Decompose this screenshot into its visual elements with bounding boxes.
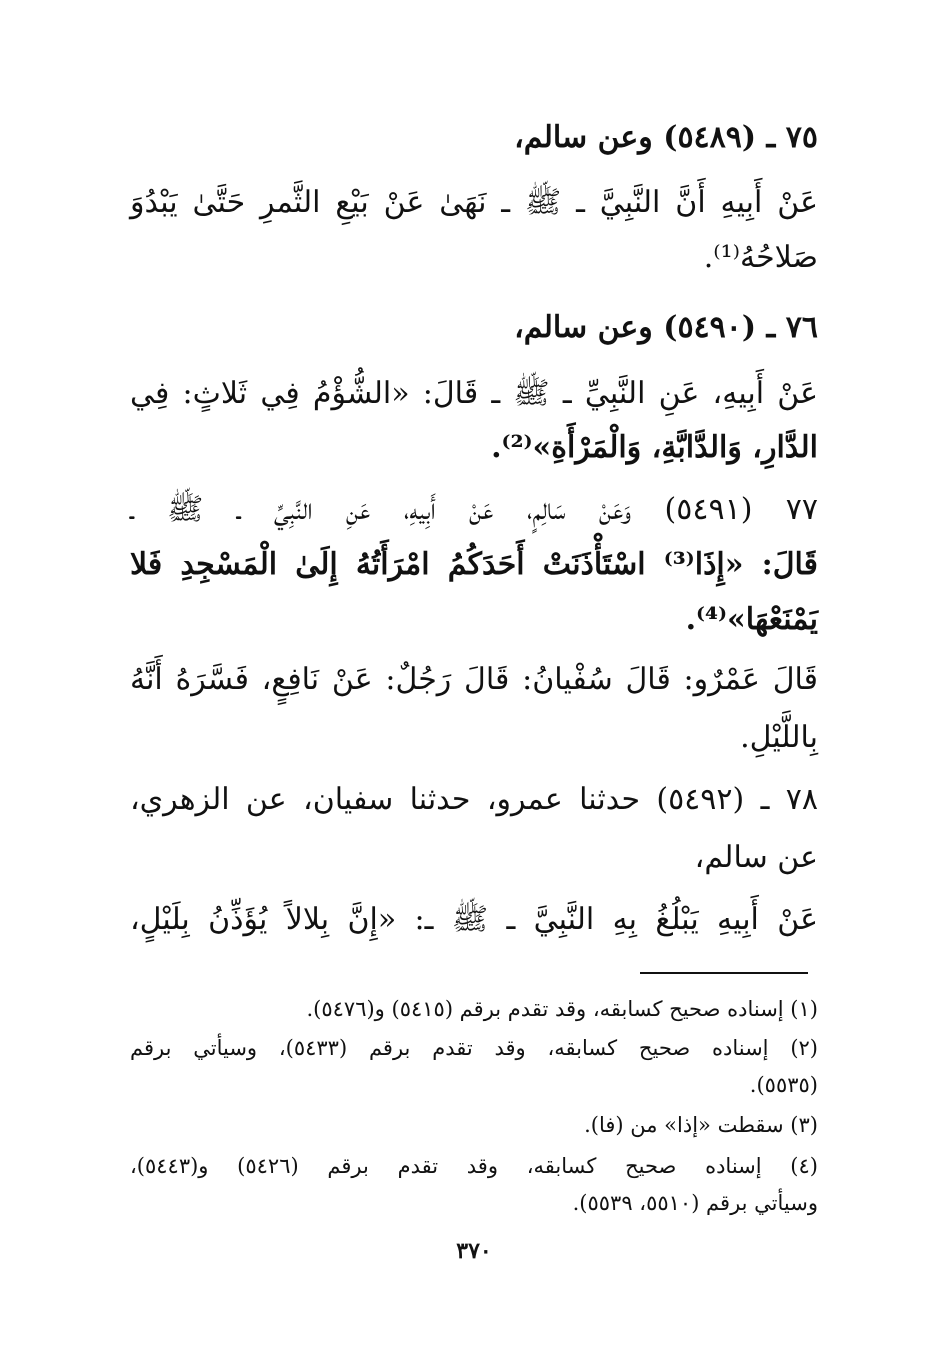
- hadith-75-text: عَنْ أَبِيهِ أَنَّ النَّبِيَّ ـ ﷺ ـ نَهَىٰ عَنْ بَيْعِ الثَّمرِ حَتَّىٰ يَبْدُوَ: [130, 185, 818, 220]
- hadith-75-header: ٧٥ ـ (٥٤٨٩) وعن سالم،: [514, 120, 818, 155]
- footnote-4: (٤) إسناده صحيح كسابقه، وقد تقدم برقم (٥٤٢٦) و(٥٤٤٣)،: [130, 1154, 818, 1178]
- commentary-text-end: بِاللَّيْلِ.: [740, 720, 818, 755]
- hadith-78-header: ٧٨ ـ (٥٤٩٢) حدثنا عمرو، حدثنا سفيان، عن الزهري،: [130, 782, 818, 817]
- footnote-2: (٢) إسناده صحيح كسابقه، وقد تقدم برقم (٥٤٣٣)، وسيأتي برقم: [130, 1036, 818, 1060]
- hadith-78-text: عَنْ أَبِيهِ يَبْلُغُ بِهِ النَّبِيَّ ـ ﷺ ـ: «إِنَّ بِلالاً يُؤَذِّنُ بِلَيْلٍ،: [130, 902, 818, 937]
- hadith-77-header: ٧٧ (٥٤٩١) وَعَنْ سَالِمٍ، عَنْ أَبِيهِ، عَنِ النَّبِيِّ ـ ﷺ ـ: [130, 492, 818, 527]
- hadith-78-narrator: عن سالم،: [694, 840, 818, 875]
- commentary-text: قَالَ عَمْرٌو: قَالَ سُفْيانُ: قَالَ رَجُلٌ: عَنْ نَافِعٍ، فَسَّرَهُ أَنَّهُ: [130, 662, 818, 697]
- hadith-77-text-end: يَمْنَعْهَا»⁽⁴⁾.: [685, 602, 818, 637]
- footnote-4-continued: وسيأتي برقم (٥٥١٠، ٥٥٣٩).: [572, 1191, 818, 1215]
- page-number: ٣٧٠: [456, 1238, 492, 1264]
- footnote-1: (١) إسناده صحيح كسابقه، وقد تقدم برقم (٥٤١٥) و(٥٤٧٦).: [306, 997, 818, 1021]
- footnote-2-continued: (٥٥٣٥).: [749, 1073, 818, 1097]
- hadith-75-text-end: صَلاحُهُ⁽¹⁾.: [703, 240, 818, 275]
- hadith-76-header: ٧٦ ـ (٥٤٩٠) وعن سالم،: [514, 310, 818, 345]
- hadith-76-text-end: الدَّارِ، وَالدَّابَّةِ، وَالْمَرْأَةِ»⁽²⁾.: [491, 430, 818, 465]
- footnote-divider: [640, 972, 808, 974]
- hadith-76-text: عَنْ أَبِيهِ، عَنِ النَّبِيِّ ـ ﷺ ـ قَالَ: «الشُّؤْمُ فِي ثَلاثٍ: فِي: [130, 376, 818, 411]
- hadith-77-text: قَالَ: «إِذَا⁽³⁾ اسْتَأْذَنَتْ أَحَدَكُمُ امْرَأَتُهُ إِلَىٰ الْمَسْجِدِ فَلا: [130, 547, 819, 582]
- footnote-3: (٣) سقطت «إذا» من (فا).: [584, 1113, 818, 1137]
